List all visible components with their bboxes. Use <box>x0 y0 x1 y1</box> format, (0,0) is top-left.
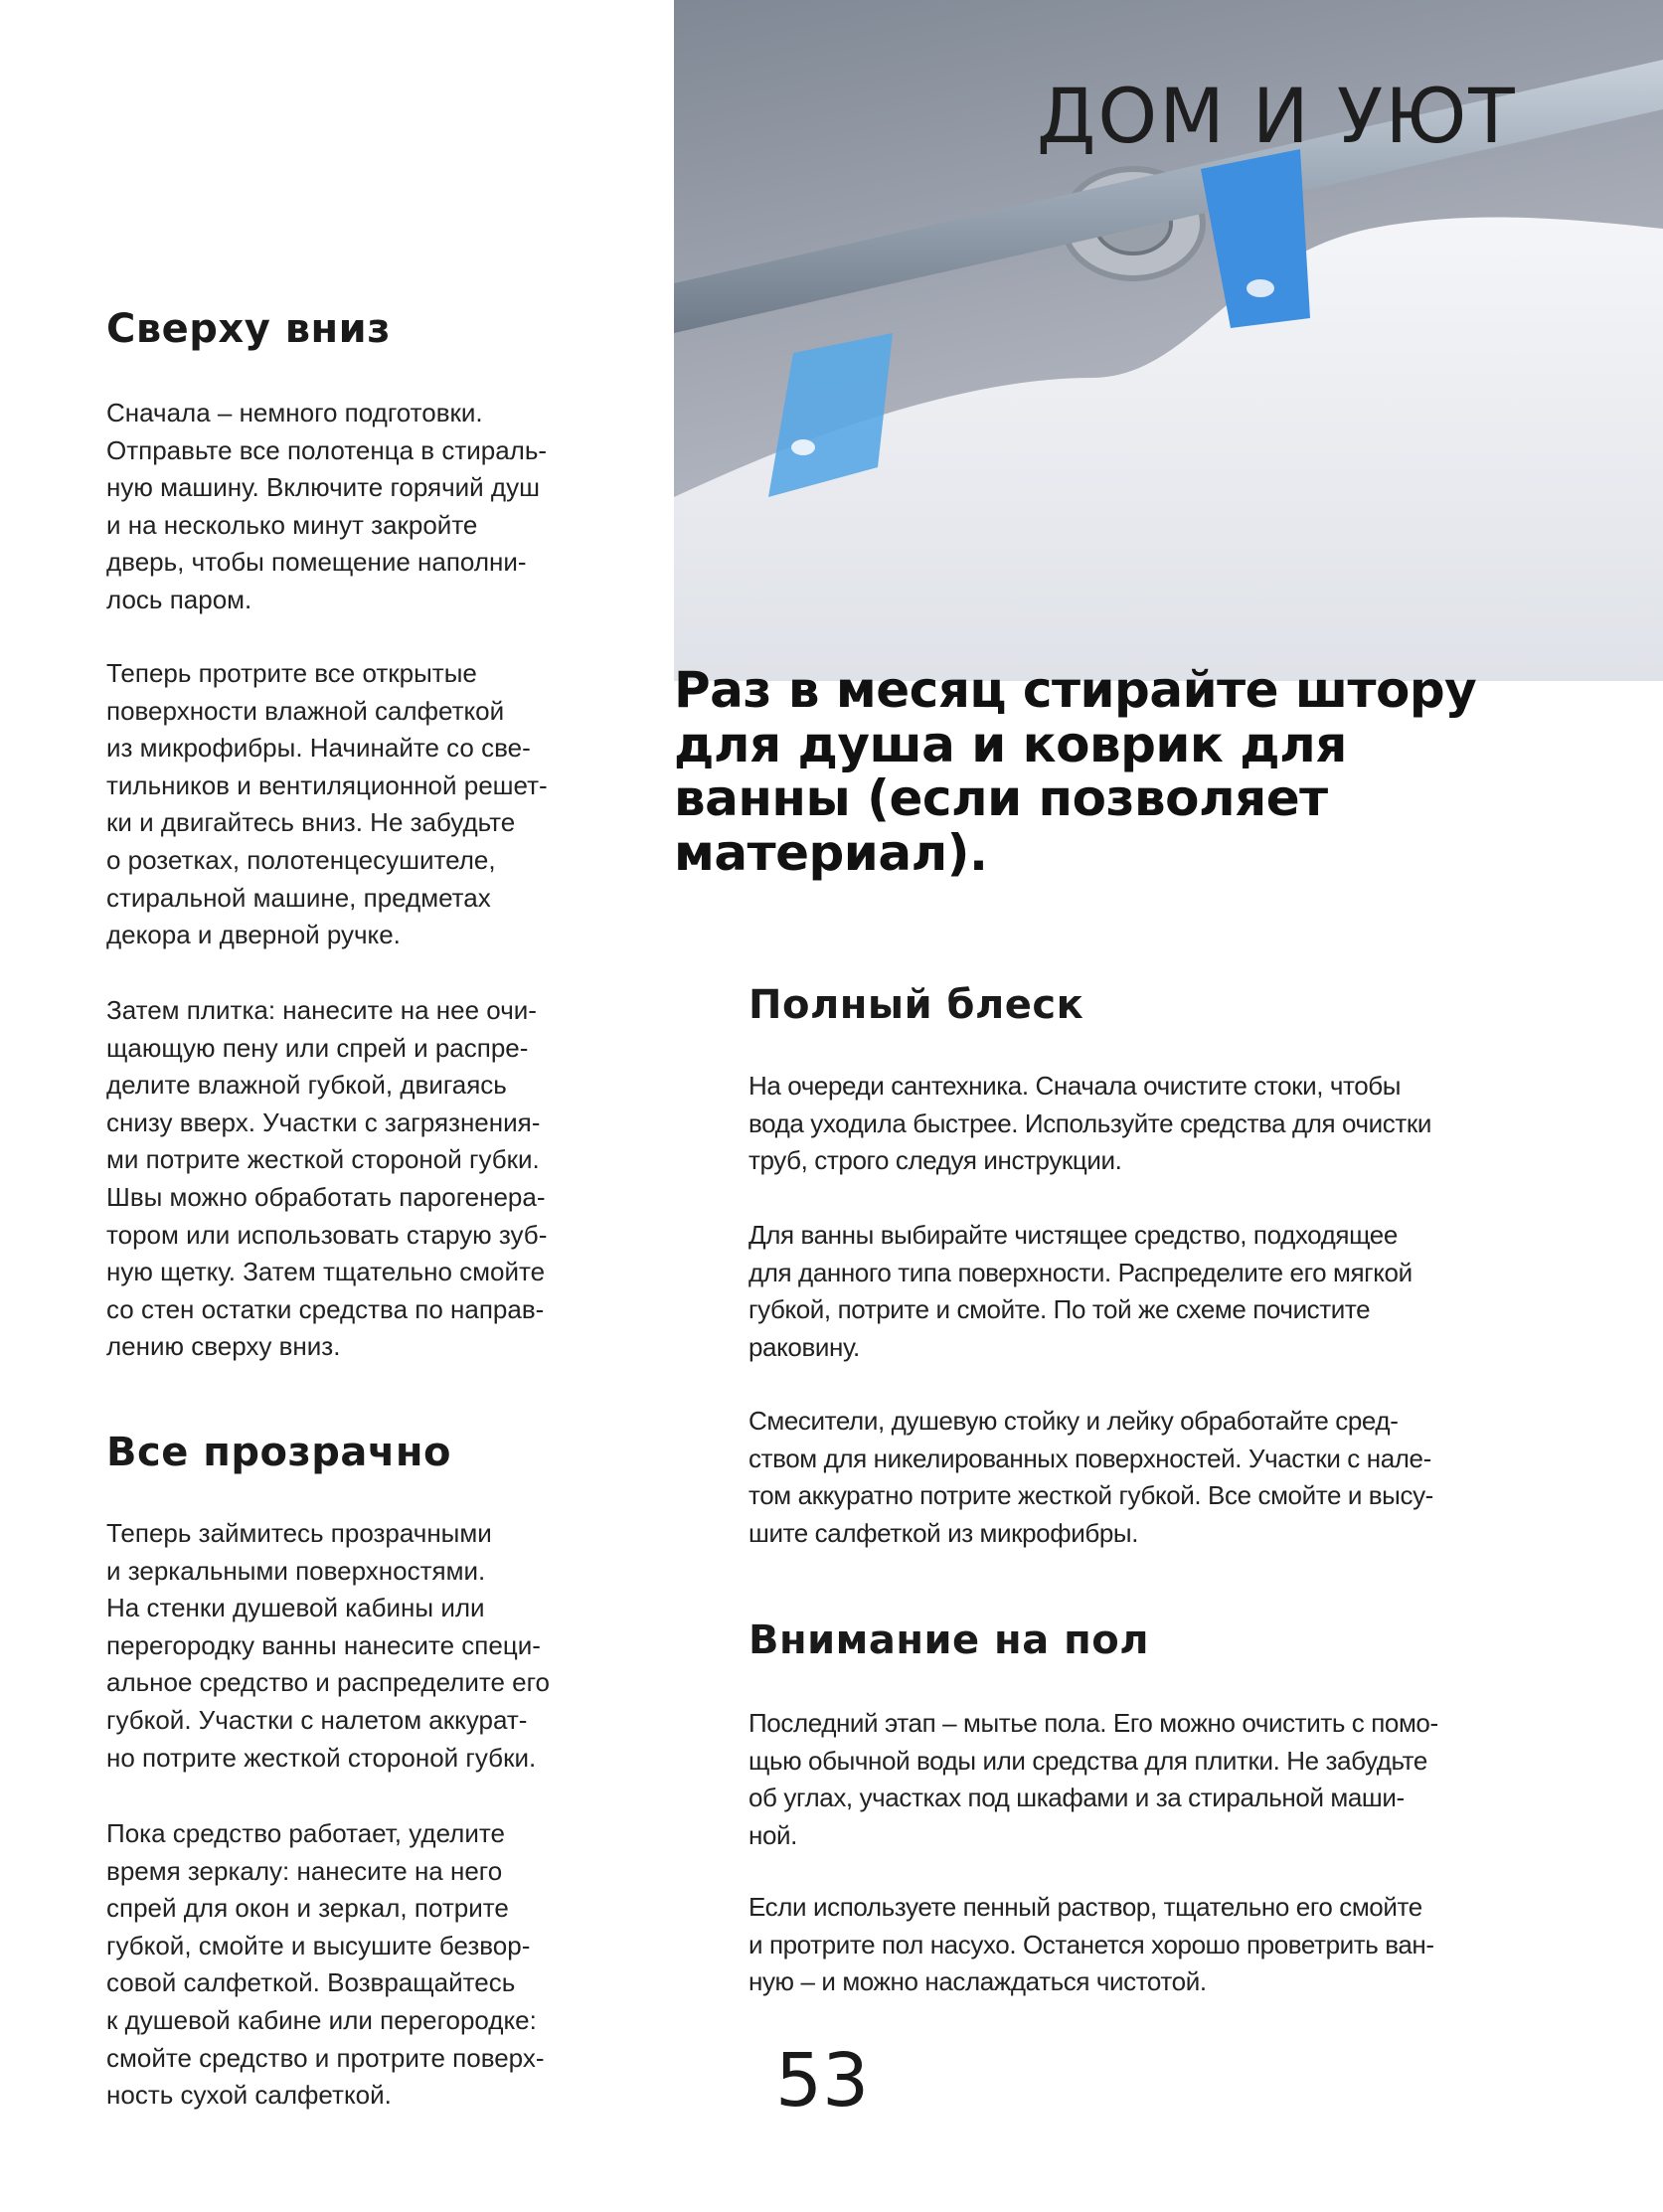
heading-top-down: Сверху вниз <box>106 306 391 352</box>
paragraph: Теперь протрите все открытые поверхности влажной салфеткой из микрофибры. Начинайте со све- тильников и вентиляционной решет- ки и двигайтесь вниз. Не забудьте о розетках, полотенцесушителе, стиральной машине, предметах декора и дверной ручке. <box>106 658 548 950</box>
pull-quote: Раз в месяц стирайте штору для душа и коврик для ванны (если позволяет материал). <box>674 661 1477 882</box>
page-number: 53 <box>775 2038 870 2124</box>
paragraph: Пока средство работает, уделите время зеркалу: нанесите на него спрей для окон и зеркал, потрите губкой, смойте и высушите безвор- совой салфеткой. Возвращайтесь к душевой кабине или перегородке: смойте средство и протрите поверх- ность сухой салфеткой. <box>106 1818 545 2111</box>
paragraph: Если используете пенный раствор, тщательно его смойте и протрите пол насухо. Останется хорошо проветрить ван- ную – и можно наслаждаться чистотой. <box>748 1892 1434 1997</box>
heading-all-transparent: Все прозрачно <box>106 1430 451 1475</box>
paragraph: На очереди сантехника. Сначала очистите стоки, чтобы вода уходила быстрее. Используйте средства для очистки труб, строго следуя инструкции. <box>748 1071 1431 1176</box>
paragraph: Для ванны выбирайте чистящее средство, подходящее для данного типа поверхности. Распределите его мягкой губкой, потрите и смойте. По той же схеме почистите раковину. <box>748 1220 1413 1362</box>
paragraph: Теперь займитесь прозрачными и зеркальными поверхностями. На стенки душевой кабины или перегородку ванны нанесите специ- альное средство и распределите его губкой. Участки с налетом аккурат- но потрите жесткой стороной губки. <box>106 1518 550 1773</box>
heading-full-shine: Полный блеск <box>748 982 1084 1028</box>
paragraph: Затем плитка: нанесите на нее очи- щающую пену или спрей и распре- делите влажной губкой, двигаясь снизу вверх. Участки с загрязнения- ми потрите жесткой стороной губки. Швы можно обработать парогенера- тором или использовать старую зуб- ную щетку. Затем тщательно смойте со стен остатки средства по направ- лению сверху вниз. <box>106 995 548 1362</box>
section-title: ДОМ И УЮТ <box>1037 72 1517 160</box>
paragraph: Последний этап – мытье пола. Его можно очистить с помо- щью обычной воды или средства для плитки. Не забудьте об углах, участках под шкафами и за стиральной маши- ной. <box>748 1708 1438 1850</box>
paragraph: Смесители, душевую стойку и лейку обработайте сред- ством для никелированных поверхностей. Участки с нале- том аккуратно потрите жесткой губкой. Все смойте и высу- шите салфеткой из микрофибры. <box>748 1406 1433 1548</box>
paragraph: Сначала – немного подготовки. Отправьте все полотенца в стираль- ную машину. Включите горячий душ и на несколько минут закройте дверь, чтобы помещение наполни- лось паром. <box>106 398 548 614</box>
heading-floor-attention: Внимание на пол <box>748 1617 1150 1663</box>
